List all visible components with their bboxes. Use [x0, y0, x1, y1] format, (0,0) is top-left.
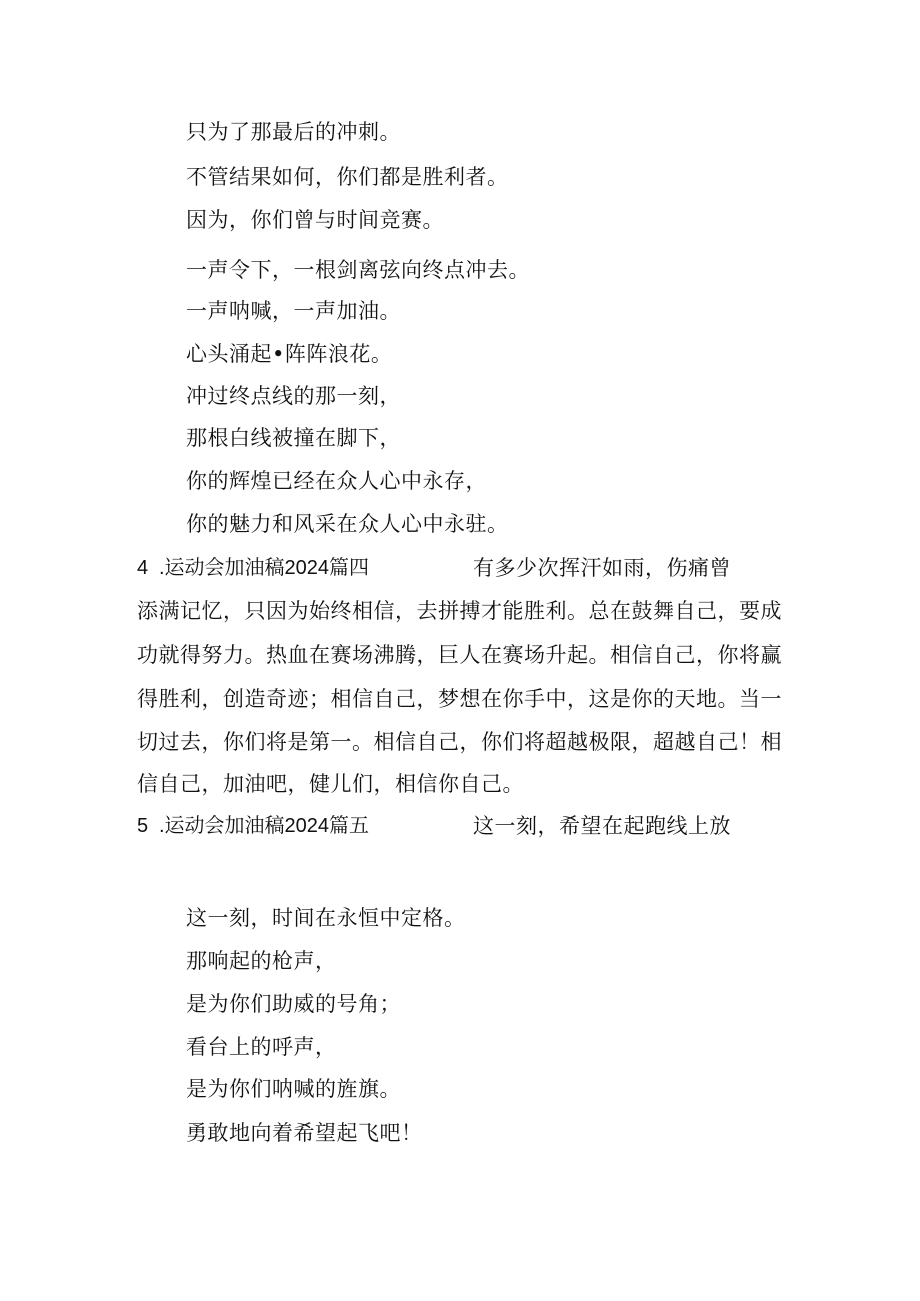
paragraph-line: 信自己，加油吧，健儿们，相信你自己。 [137, 772, 524, 796]
section-lead-text: 有多少次挥汗如雨，伤痛曾 [473, 556, 731, 580]
poem-line: 那根白线被撞在脚下， [186, 426, 401, 450]
paragraph-line: 得胜利，创造奇迹；相信自己，梦想在你手中，这是你的天地。当一 [137, 687, 782, 711]
poem-line: 冲过终点线的那一刻， [186, 384, 401, 408]
section-number: 5 [137, 815, 149, 837]
poem-line: 不管结果如何，你们都是胜利者。 [186, 165, 509, 189]
poem-line: 那响起的枪声， [186, 949, 337, 973]
poem-line: 因为，你们曾与时间竞赛。 [186, 208, 444, 232]
poem-line: 看台上的呼声， [186, 1035, 337, 1059]
poem-line: 只为了那最后的冲刺。 [186, 120, 401, 144]
poem-line: 是为你们助威的号角； [186, 992, 401, 1016]
poem-line: 勇敢地向着希望起飞吧！ [186, 1121, 423, 1145]
section-heading-4 [137, 555, 731, 581]
poem-line: 这一刻，时间在永恒中定格。 [186, 906, 466, 930]
paragraph-line: 添满记忆，只因为始终相信，去拼搏才能胜利。总在鼓舞自己，要成 [137, 599, 782, 623]
poem-line: 你的辉煌已经在众人心中永存， [186, 469, 487, 493]
section-title: .运动会加油稿2024篇五 [159, 815, 370, 837]
section-title: .运动会加油稿2024篇四 [159, 557, 370, 579]
section-lead-text: 这一刻，希望在起跑线上放 [473, 814, 731, 838]
poem-line: 一声令下，一根剑离弦向终点冲去。 [186, 258, 530, 282]
poem-line: 你的魅力和风采在众人心中永驻。 [186, 512, 509, 536]
paragraph-line: 功就得努力。热血在赛场沸腾，巨人在赛场升起。相信自己，你将赢 [137, 643, 782, 667]
poem-line: 一声呐喊，一声加油。 [186, 299, 401, 323]
section-heading-5 [137, 813, 731, 839]
poem-line: 心头涌起•阵阵浪花。 [186, 342, 393, 366]
paragraph-line: 切过去，你们将是第一。相信自己，你们将超越极限，超越自己！相 [137, 730, 782, 754]
poem-line: 是为你们呐喊的旌旗。 [186, 1077, 401, 1101]
section-number: 4 [137, 557, 149, 579]
